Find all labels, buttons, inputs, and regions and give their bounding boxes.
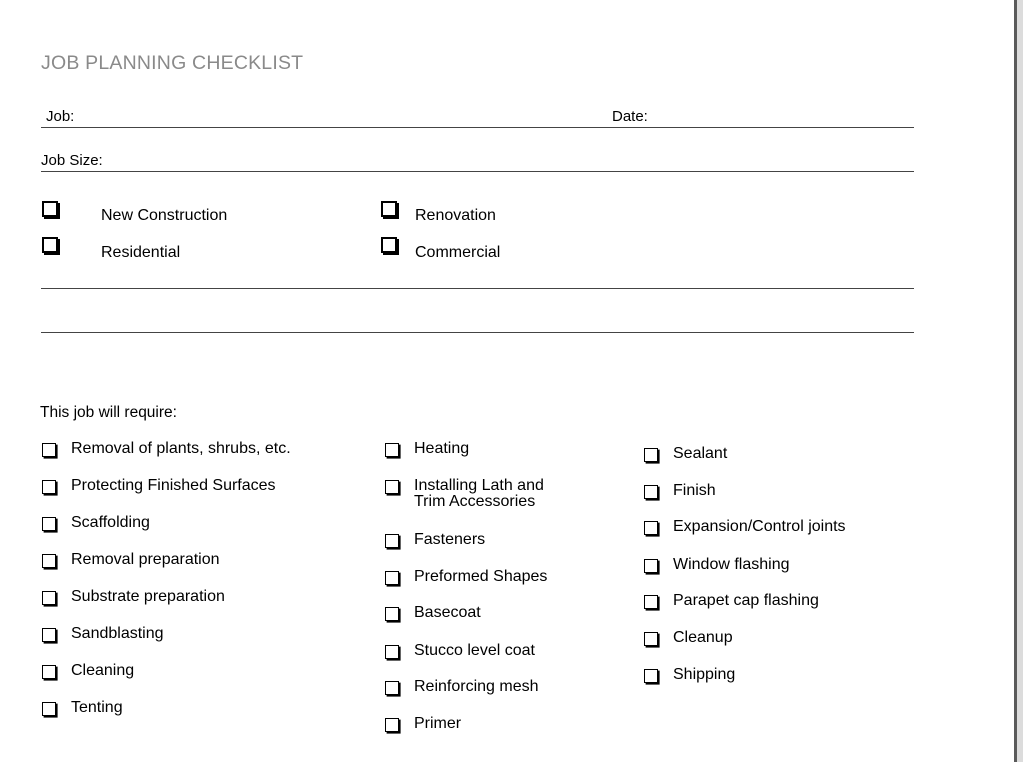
item-label-line2: Trim Accessories [414,493,536,510]
checkbox[interactable] [385,718,399,732]
item-label: Parapet cap flashing [673,592,819,609]
notes-line-1[interactable] [41,288,914,289]
job-date-line[interactable] [41,127,914,128]
checkbox[interactable] [644,595,658,609]
item-label: Substrate preparation [71,588,225,605]
checkbox[interactable] [42,591,56,605]
item-label: Removal preparation [71,551,220,568]
date-label: Date: [612,108,648,125]
checkbox[interactable] [644,669,658,683]
checkbox[interactable] [385,645,399,659]
job-size-label: Job Size: [41,152,103,169]
checkbox[interactable] [644,632,658,646]
notes-line-2[interactable] [41,332,914,333]
checkbox[interactable] [42,554,56,568]
item-label: Protecting Finished Surfaces [71,477,276,494]
commercial-checkbox[interactable] [381,237,397,253]
item-label: Window flashing [673,556,790,573]
residential-checkbox[interactable] [42,237,58,253]
commercial-label: Commercial [415,244,501,261]
new-construction-checkbox[interactable] [42,201,58,217]
item-label: Expansion/Control joints [673,518,846,535]
item-label: Heating [414,440,470,457]
renovation-checkbox[interactable] [381,201,397,217]
item-label: Shipping [673,666,736,683]
item-label: Removal of plants, shrubs, etc. [71,440,291,457]
requirements-heading: This job will require: [40,404,177,421]
checkbox[interactable] [644,485,658,499]
renovation-label: Renovation [415,207,496,224]
checkbox[interactable] [42,628,56,642]
item-label: Installing Lath and [414,477,544,494]
checkbox[interactable] [385,480,399,494]
item-label: Cleanup [673,629,733,646]
viewer-edge [1014,0,1023,762]
new-construction-label: New Construction [101,207,228,224]
checkbox[interactable] [42,480,56,494]
item-label: Fasteners [414,531,486,548]
checkbox[interactable] [42,517,56,531]
residential-label: Residential [101,244,181,261]
checkbox[interactable] [644,448,658,462]
checkbox[interactable] [644,559,658,573]
checkbox[interactable] [385,607,399,621]
item-label: Finish [673,482,716,499]
checkbox[interactable] [385,534,399,548]
checkbox[interactable] [385,443,399,457]
checkbox[interactable] [385,681,399,695]
checkbox[interactable] [42,702,56,716]
checkbox[interactable] [42,443,56,457]
item-label: Cleaning [71,662,135,679]
checkbox[interactable] [385,571,399,585]
item-label: Reinforcing mesh [414,678,539,695]
item-label: Sandblasting [71,625,164,642]
job-size-line[interactable] [41,171,914,172]
checkbox[interactable] [644,521,658,535]
job-label: Job: [46,108,75,125]
item-label: Basecoat [414,604,481,621]
item-label: Preformed Shapes [414,568,548,585]
item-label: Primer [414,715,462,732]
page-title: JOB PLANNING CHECKLIST [41,52,304,74]
item-label: Tenting [71,699,123,716]
item-label: Sealant [673,445,728,462]
item-label: Scaffolding [71,514,150,531]
item-label: Stucco level coat [414,642,535,659]
checkbox[interactable] [42,665,56,679]
